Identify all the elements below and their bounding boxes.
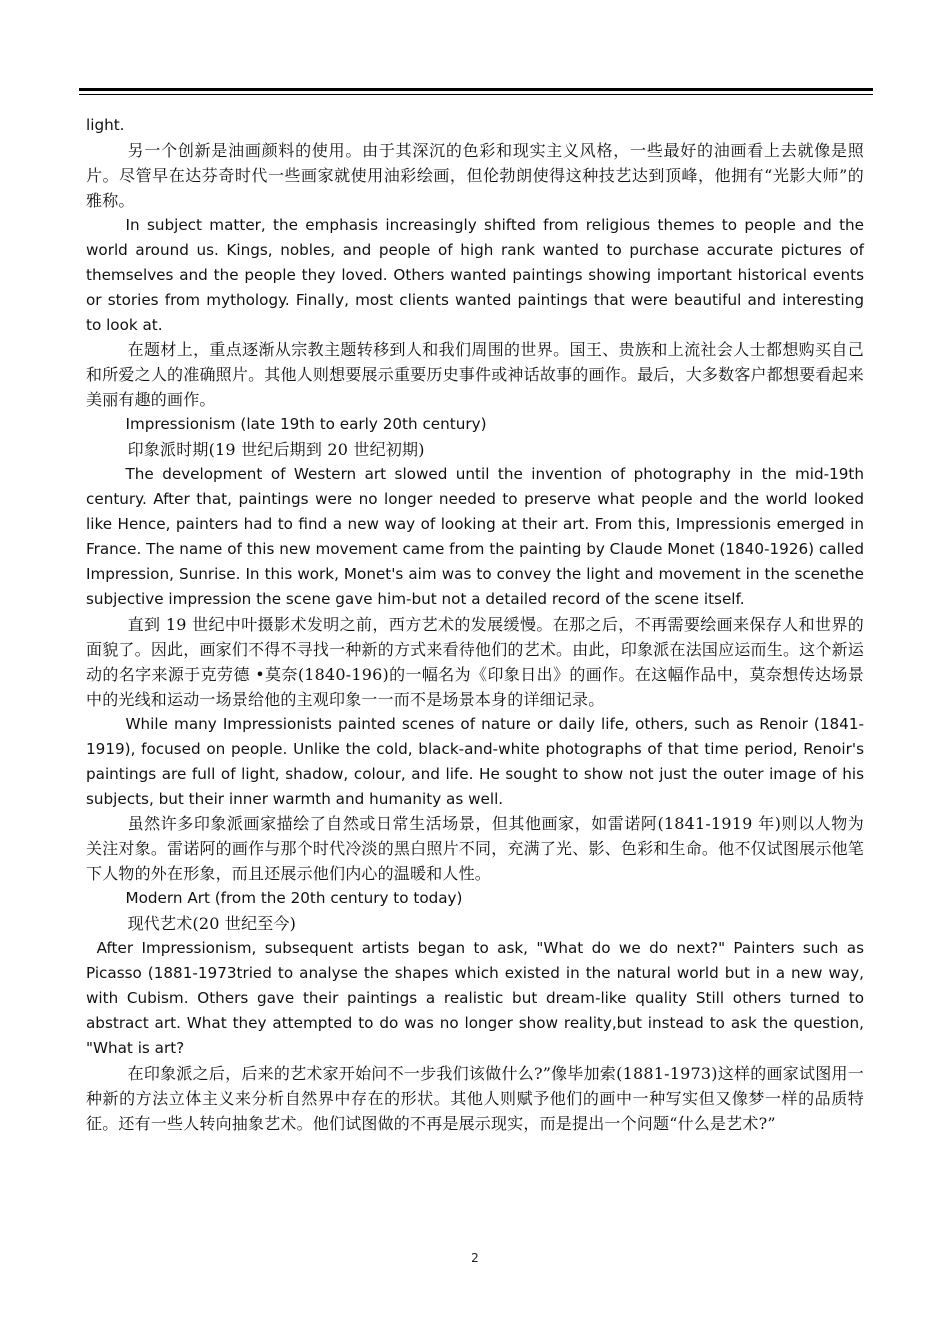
- heading-modern-art-zh: 现代艺术(20 世纪至今): [127, 914, 297, 934]
- heading-impressionism-zh: 印象派时期(19 世纪后期到 20 世纪初期): [127, 440, 425, 460]
- paragraph-continuation: light.: [86, 116, 125, 134]
- paragraph-zh-modern-art: 在印象派之后，后来的艺术家开始问不一步我们该做什么?”像毕加索(1881-1973)这样的画家试图用一种新的方法立体主义来分析自然界中存在的形状。其他人则赋予他们的画中一种写实但又像梦一样的品质特征。还有一些人转向抽象艺术。他们试图做的不再是展示现实，而是提出一个问题“什么是艺术?”: [86, 1063, 864, 1133]
- heading-modern-art-en: Modern Art (from the 20th century to today): [125, 889, 463, 908]
- page-number: 2: [471, 1251, 479, 1265]
- header-rule-thick: [79, 88, 873, 91]
- heading-impressionism-en: Impressionism (late 19th to early 20th century): [125, 415, 487, 434]
- paragraph-en-subject-matter: In subject matter, the emphasis increasingly shifted from religious themes to people and the world around us. Kings, nobles, and people of high rank wanted to purchase accurate pictures of themselves and the people they loved. Others wanted paintings showing important historical events or stories from mythology. Finally, most clients wanted paintings that were beautiful and interesting to look at.: [86, 215, 864, 334]
- paragraph-en-modern-art: After Impressionism, subsequent artists began to ask, "What do we do next?" Painters such as Picasso (1881-1973tried to analyse the shapes which existed in the natural world but in a new way, with Cubism. Others gave their paintings a realistic but dream-like quality Still others turned to abstract art. What they attempted to do was no longer show reality,but instead to ask the question, "What is art?: [86, 939, 864, 1057]
- paragraph-zh-oil-paint: 另一个创新是油画颜料的使用。由于其深沉的色彩和现实主义风格，一些最好的油画看上去就像是照片。尽管早在达芬奇时代一些画家就使用油彩绘画，但伦勃朗使得这种技艺达到顶峰，他拥有“光影大师”的雅称。: [86, 140, 864, 210]
- paragraph-en-impressionism: The development of Western art slowed until the invention of photography in the mid-19th century. After that, paintings were no longer needed to preserve what people and the world looked like Hence, painters had to find a new way of looking at their art. From this, Impressionis emerged in France. The name of this new movement came from the painting by Claude Monet (1840-1926) called Impression, Sunrise. In this work, Monet's aim was to convey the light and movement in the scenethe subjective impression the scene gave him-but not a detailed record of the scene itself.: [86, 465, 864, 608]
- paragraph-zh-subject-matter: 在题材上，重点逐渐从宗教主题转移到人和我们周围的世界。国王、贵族和上流社会人士都想购买自己和所爱之人的准确照片。其他人则想要展示重要历史事件或神话故事的画作。最后，大多数客户都想要看起来美丽有趣的画作。: [86, 340, 864, 410]
- document-body: [86, 113, 864, 1136]
- paragraph-zh-impressionism: 直到 19 世纪中叶摄影术发明之前，西方艺术的发展缓慢。在那之后，不再需要绘画来保存人和世界的面貌了。因此，画家们不得不寻找一种新的方式来看待他们的艺术。由此，印象派在法国应运而生。这个新运动的名字来源于克劳德 •莫奈(1840-196)的一幅名为《印象日出》的画作。在这幅作品中，莫奈想传达场景中的光线和运动一场景给他的主观印象一一而不是场景本身的详细记录。: [86, 614, 864, 709]
- paragraph-zh-renoir: 虽然许多印象派画家描绘了自然或日常生活场景，但其他画家，如雷诺阿(1841-1919 年)则以人物为关注对象。雷诺阿的画作与那个时代冷淡的黑白照片不同，充满了光、影、色彩和生命。他不仅试图展示他笔下人物的外在形象，而且还展示他们内心的温暖和人性。: [86, 814, 864, 884]
- header-rule-thin: [79, 94, 873, 95]
- paragraph-en-renoir: While many Impressionists painted scenes of nature or daily life, others, such as Renoir (1841-1919), focused on people. Unlike the cold, black-and-white photographs of that time period, Renoir's paintings are full of light, shadow, colour, and life. He sought to show not just the outer image of his subjects, but their inner warmth and humanity as well.: [86, 714, 864, 808]
